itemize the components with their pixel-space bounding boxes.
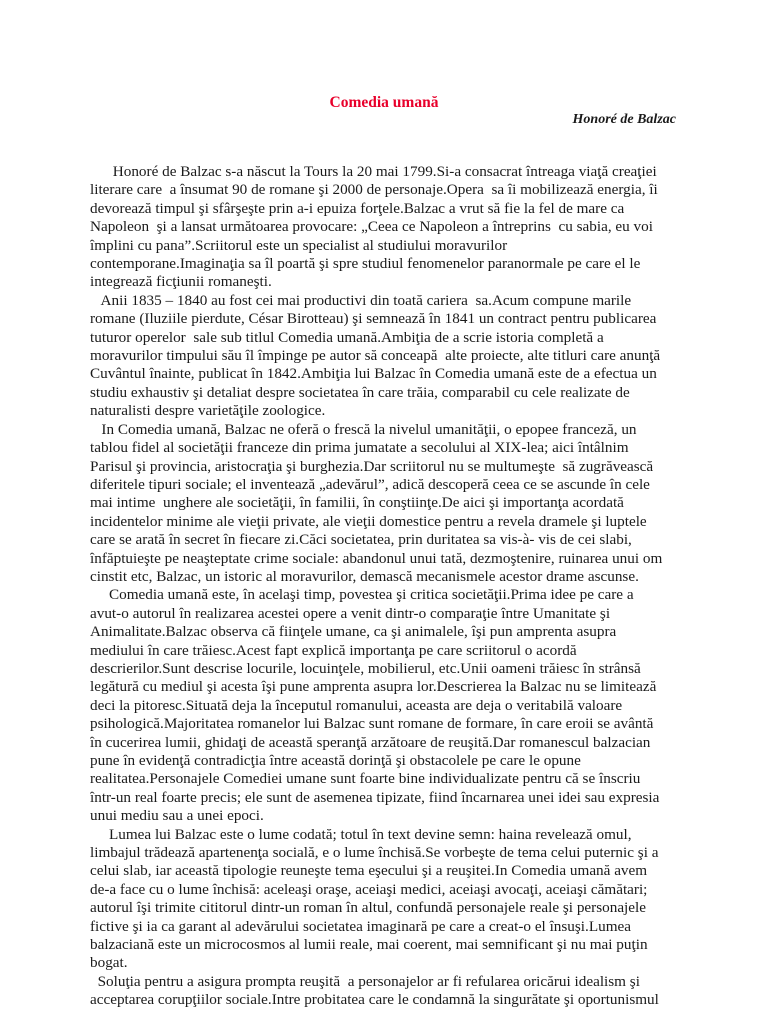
text-line: cinstit etc, Balzac, un istoric al moravurilor, demască mecanismele acestor drame ascunse.	[90, 567, 639, 585]
text-line: unui mediu sau a unei epoci.	[90, 807, 264, 825]
text-line: de-a face cu o lume închisă: aceleaşi oraşe, aceiaşi medici, aceiaşi avocaţi, aceiaşi cămătari;	[90, 880, 648, 898]
text-line: In Comedia umană, Balzac ne oferă o frescă la nivelul umanităţii, o epopee franceză, un	[90, 420, 637, 438]
text-line: contemporane.Imaginaţia sa îl poartă şi spre studiul fenomenelor paranormale pe care el le	[90, 255, 641, 273]
text-line: Soluţia pentru a asigura prompta reuşită a personajelor ar fi refularea oricărui idealism şi	[90, 972, 640, 990]
text-line: studiu exhaustiv şi detaliat despre societatea în care trăia, comparabil cu cele realizate de	[90, 383, 630, 401]
text-line: moravurilor timpului său îl împinge pe autor să conceapă alte proiecte, alte titluri care anunţă	[90, 347, 661, 365]
text-line: legătură cu mediul şi acesta îşi pune amprenta asupra lor.Descrierea la Balzac nu se limitează	[90, 678, 657, 696]
text-line: care se arată în secret în fiecare zi.Căci societatea, prin duritatea sa vis-à- vis de cei slabi,	[90, 531, 632, 549]
document-title: Comedia umană	[329, 94, 439, 111]
text-line: într-un real foarte precis; ele sunt de asemenea tipizate, fiind încarnarea unei idei sau expresia	[90, 788, 660, 806]
text-line: descrierilor.Sunt descrise locurile, locuinţele, mobilierul, etc.Unii oameni trăiesc în strânsă	[90, 659, 641, 677]
text-line: Comedia umană este, în acelaşi timp, povestea şi critica societăţii.Prima idee pe care a	[90, 586, 634, 604]
text-line: psihologică.Majoritatea romanelor lui Balzac sunt romane de formare, în care eroii se avântă	[90, 715, 654, 733]
text-line: Cuvântul înainte, publicat în 1842.Ambiţia lui Balzac în Comedia umană este de a efectua un	[90, 365, 657, 383]
document-author: Honoré de Balzac	[572, 112, 676, 127]
text-line: mai intime unghere ale societăţii, în familii, în conştiinţe.De aici şi importanţa acordată	[90, 494, 624, 512]
text-line: deci la pitoresc.Situată deja la începutul romanului, aceasta are deja o veritabilă valoare	[90, 696, 623, 714]
text-line: în cucerirea lumii, ghidaţi de această speranţă arzătoare de reuşită.Dar romanescul balzacian	[90, 733, 651, 751]
text-line: pune în evidenţă contradicţia între această dorinţă şi obstacolele pe care le opune	[90, 752, 581, 769]
text-line: Napoleon şi a lansat următoarea provocare: „Ceea ce Napoleon a întreprins cu sabia, eu voi	[90, 218, 653, 236]
text-line: autorul îşi trimite cititorul dintr-un roman în altul, confundă personajele reale şi personajele	[90, 899, 646, 917]
text-line: Parisul şi provincia, aristocraţia şi burghezia.Dar scriitorul nu se multumeşte să zugrăvească	[90, 457, 654, 475]
text-line: Honoré de Balzac s-a născut la Tours la 20 mai 1799.Si-a consacrat întreaga viaţă creaţiei	[90, 163, 657, 180]
text-line: integrează ficţiunii romaneşti.	[90, 273, 272, 291]
text-line: limbajul trădează apartenenţa socială, e o lume închisă.Se vorbeşte de tema celui puternic şi a	[90, 844, 659, 862]
text-line: mediului în care trăiesc.Acest fapt explică importanţa pe care scriitorul o acordă	[90, 641, 577, 659]
text-line: celui slab, iar această tipologie reuneşte tema eşecului şi a reuşitei.In Comedia umană avem	[90, 862, 648, 880]
text-line: devorează timpul şi sfârşeşte prin a-i epuiza forţele.Balzac a vrut să fie la fel de mare ca	[90, 199, 625, 217]
text-line: împlini cu pana”.Scriitorul este un specialist al studiului moravurilor	[90, 236, 508, 254]
text-line: naturalisti despre varietăţile zoologice.	[90, 402, 326, 420]
text-line: incidentelor minime ale vieţii private, ale vieţii domestice pentru a revela dramele şi luptele	[90, 512, 647, 530]
text-line: înfăptuieşte pe neaşteptate crime sociale: abandonul unui tată, dezmoştenire, ruinarea unui om	[90, 549, 663, 567]
text-line: Lumea lui Balzac este o lume codată; totul în text devine semn: haina revelează omul,	[90, 825, 632, 843]
text-line: Animalitate.Balzac observa că fiinţele umane, ca şi animalele, îşi pun amprenta asupra	[90, 623, 617, 641]
text-line: tablou fidel al societăţii franceze din prima jumatate a secolului al XIX-lea; aici întâlnim	[90, 439, 629, 457]
text-line: literare care a însumat 90 de romane şi 2000 de personaje.Opera sa îi mobilizează energia, îi	[90, 181, 658, 199]
text-line: Anii 1835 – 1840 au fost cei mai productivi din toată cariera sa.Acum compune marile	[90, 291, 632, 309]
text-line: bogat.	[90, 954, 128, 972]
text-line: romane (Iluziile pierdute, César Birotteau) şi semnează în 1841 un contract pentru publicarea	[90, 310, 657, 328]
text-line: avut-o autorul în realizarea acestei opere a venit dintr-o comparaţie între Umanitate şi	[90, 604, 611, 622]
text-line: fictive şi ia ca garant al adevărului societatea imaginară pe care a creat-o el însuşi.Lumea	[90, 917, 631, 935]
text-line: acceptarea corupţiilor sociale.Intre probitatea care le condamnă la singurătate şi oportunismul	[90, 991, 659, 1009]
document-body	[90, 163, 690, 1010]
text-line: diferitele tipuri sociale; el inventează „adevărul”, adică descoperă ceea ce se ascunde în cele	[90, 475, 650, 493]
text-line: realitatea.Personajele Comediei umane sunt foarte bine individualizate pentru că se înscriu	[90, 770, 641, 788]
text-line: tuturor operelor sale sub titlul Comedia umană.Ambiţia de a scrie istoria completă a	[90, 328, 604, 346]
text-line: balzaciană este un microcosmos al lumii reale, mai coerent, mai semnificant şi nu mai puţin	[90, 936, 648, 954]
